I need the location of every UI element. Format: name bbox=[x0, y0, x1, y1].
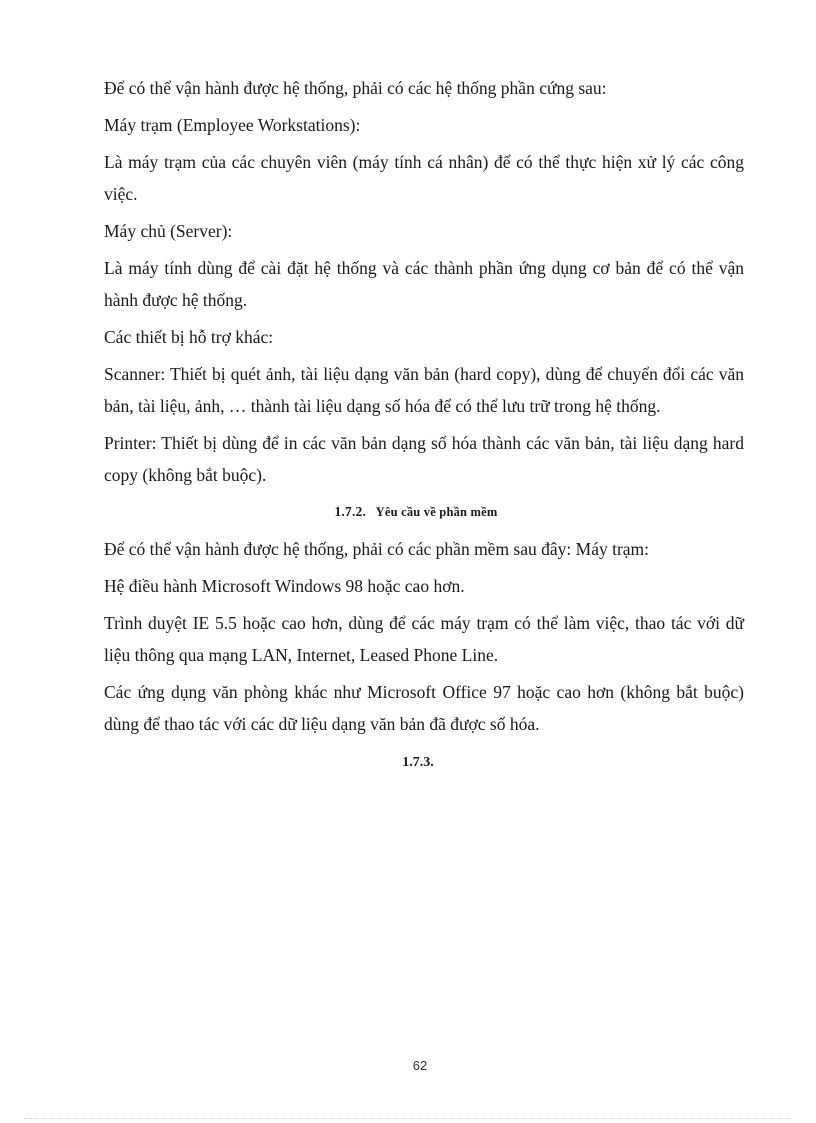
paragraph-server-desc: Là máy tính dùng để cài đặt hệ thống và các thành phần ứng dụng cơ bản để có thể vận hành được hệ thống. bbox=[104, 258, 744, 310]
paragraph-browser-requirement: Trình duyệt IE 5.5 hoặc cao hơn, dùng để các máy trạm có thể làm việc, thao tác với dữ liệu thông qua mạng LAN, Internet, Leased Phone Line. bbox=[104, 613, 744, 665]
paragraph-scanner-desc: Scanner: Thiết bị quét ảnh, tài liệu dạng văn bản (hard copy), dùng để chuyển đổi các văn bản, tài liệu, ảnh, … thành tài liệu dạng số hóa để có thể lưu trữ trong hệ thống. bbox=[104, 364, 744, 416]
paragraph-other-devices-heading: Các thiết bị hỗ trợ khác: bbox=[104, 327, 274, 347]
page-bottom-divider bbox=[24, 1118, 792, 1119]
paragraph-office-requirement: Các ứng dụng văn phòng khác như Microsoft Office 97 hoặc cao hơn (không bắt buộc) dùng để thao tác với các dữ liệu dạng văn bản đã được số hóa. bbox=[104, 682, 744, 734]
paragraph-os-requirement: Hệ điều hành Microsoft Windows 98 hoặc cao hơn. bbox=[104, 576, 465, 596]
section-heading-1-7-3: 1.7.3. bbox=[402, 755, 434, 770]
paragraph-workstation-desc: Là máy trạm của các chuyên viên (máy tính cá nhân) để có thể thực hiện xử lý các công việc. bbox=[104, 152, 744, 204]
section-number: 1.7.2. bbox=[334, 504, 367, 519]
page-number: 62 bbox=[412, 1058, 428, 1073]
section-title: Yêu cầu về phần mềm bbox=[375, 505, 498, 519]
paragraph-software-intro: Để có thể vận hành được hệ thống, phải có các phần mềm sau đây: Máy trạm: bbox=[104, 539, 650, 559]
paragraph-workstation-heading: Máy trạm (Employee Workstations): bbox=[104, 115, 361, 135]
paragraph-server-heading: Máy chủ (Server): bbox=[104, 221, 233, 241]
paragraph-printer-desc: Printer: Thiết bị dùng để in các văn bản dạng số hóa thành các văn bản, tài liệu dạng hard copy (không bắt buộc). bbox=[104, 433, 744, 485]
section-heading-1-7-2 bbox=[88, 497, 744, 527]
document-body bbox=[104, 72, 744, 778]
paragraph-hardware-intro: Để có thể vận hành được hệ thống, phải có các hệ thống phần cứng sau: bbox=[104, 78, 607, 98]
